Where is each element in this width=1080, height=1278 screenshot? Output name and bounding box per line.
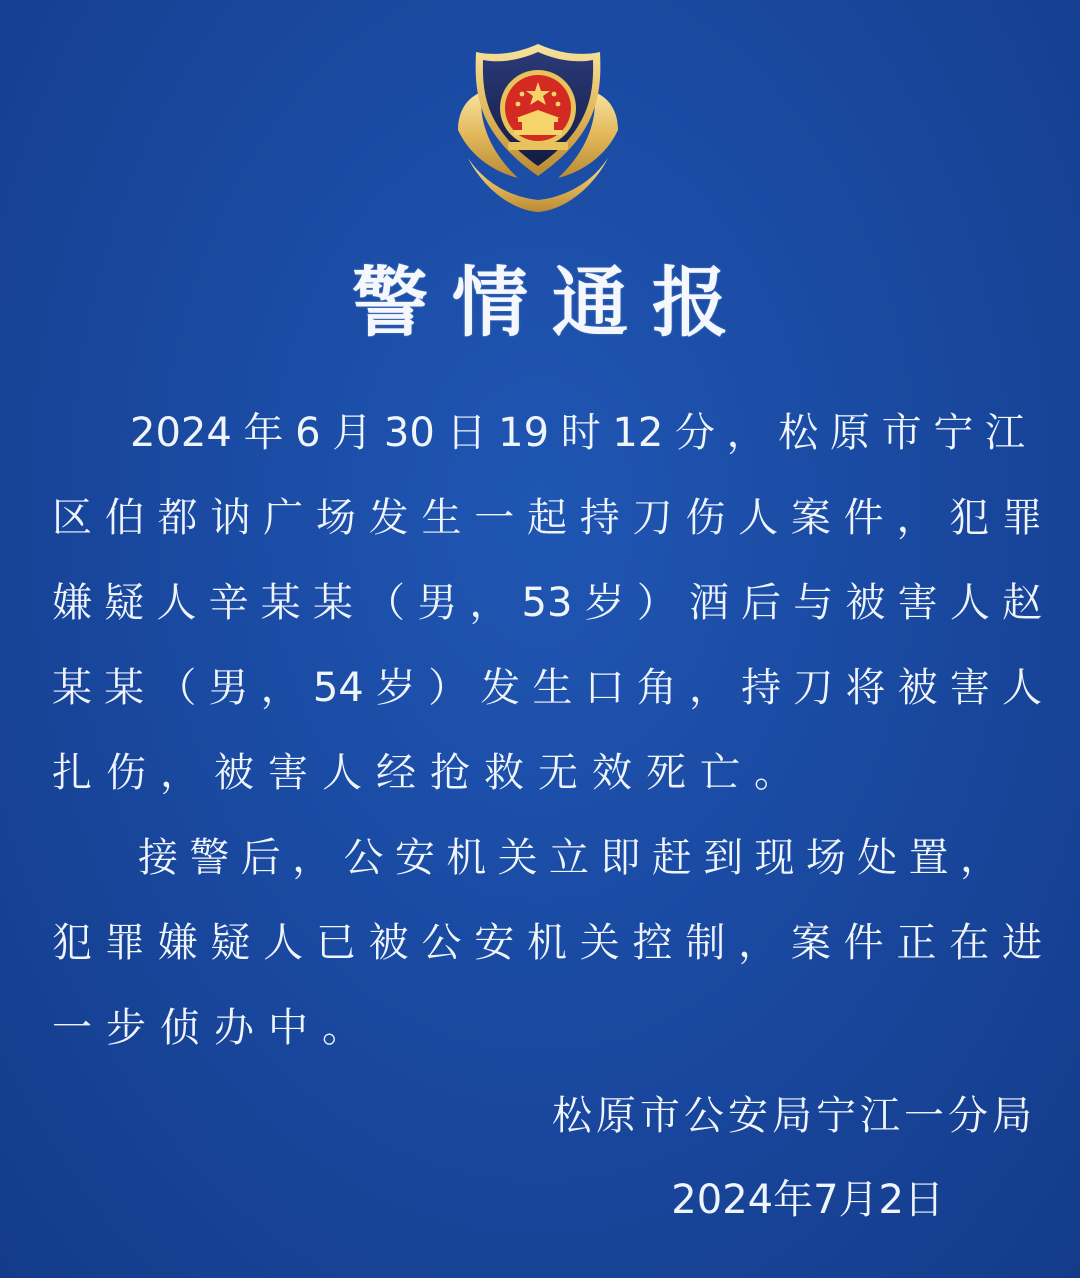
- body-line: 某某（男，54岁）发生口角，持刀将被害人: [52, 665, 1042, 711]
- body-line: 犯罪嫌疑人已被公安机关控制，案件正在进: [52, 920, 1042, 966]
- body-line: 扎伤，被害人经抢救无效死亡。: [52, 750, 808, 796]
- body-line: 2024年6月30日19时12分，松原市宁江: [130, 410, 1025, 456]
- body-line: 接警后，公安机关立即赶到现场处置，: [138, 835, 1000, 881]
- body-line: 一步侦办中。: [52, 1005, 376, 1051]
- police-emblem-icon: [448, 38, 628, 216]
- issue-date: 2024年7月2日: [671, 1177, 944, 1223]
- notice-title: 警情通报: [352, 258, 752, 347]
- body-line: 区伯都讷广场发生一起持刀伤人案件，犯罪: [52, 495, 1042, 541]
- body-line: 嫌疑人辛某某（男，53岁）酒后与被害人赵: [52, 580, 1042, 626]
- issuing-organization: 松原市公安局宁江一分局: [552, 1093, 1036, 1139]
